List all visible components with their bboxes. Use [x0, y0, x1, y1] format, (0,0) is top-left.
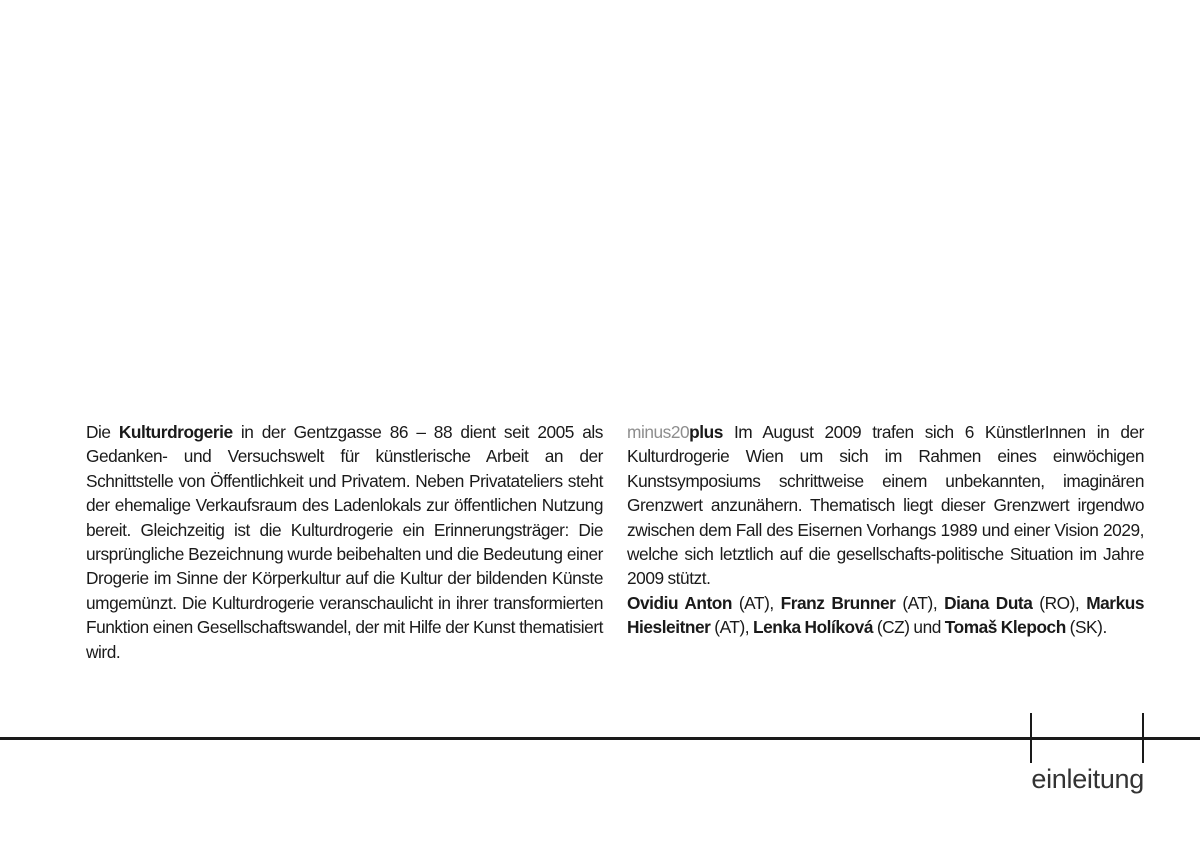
artist-country: (RO), [1032, 592, 1087, 613]
artist-country: (AT), [731, 592, 781, 613]
artist-name: Tomaš Klepoch [944, 617, 1066, 638]
artist-name: Franz Brunner [780, 592, 896, 613]
artist-country: (CZ) und [872, 617, 945, 638]
kulturdrogerie-paragraph [86, 420, 603, 664]
artist-name: Lenka Holíková [753, 617, 873, 638]
rule-tick-left [1030, 713, 1032, 763]
artist-name: Markus Hiesleitner [627, 592, 1144, 638]
text-run: in der Gentzgasse 86 – 88 dient seit 2005 als Gedanken- und Versuchswelt für künstlerische Arbeit an der Schnittstelle von Öffentlichkeit und Privatem. Neben Privatateliers steht der ehemalige Verkaufsraum des Ladenlokals zur öffentlichen Nutzung bereit. Gleichzeitig ist die Kulturdrogerie ein Erinnerungsträger: Die ursprüngliche Bezeichnung wurde beibehalten und die Bedeutung einer Drogerie im Sinne der Körperkultur auf die Kultur der bildenden Künste umgemünzt. Die Kulturdrogerie veranschaulicht in ihrer transformierten Funktion einen Gesellschaftswandel, der mit Hilfe der Kunst thematisiert wird. [86, 422, 603, 662]
artist-country: (AT), [710, 617, 753, 638]
brand-minus20: minus20 [627, 422, 690, 442]
brand-plus: plus [689, 422, 723, 442]
rule-tick-right [1142, 713, 1144, 763]
symposium-paragraph [627, 420, 1144, 591]
section-label: einleitung [1031, 764, 1144, 794]
artist-name: Diana Duta [944, 592, 1033, 613]
horizontal-rule [0, 737, 1200, 740]
artists-paragraph [627, 591, 1144, 640]
text-run: Im August 2009 trafen sich 6 KünstlerInnen in der Kulturdrogerie Wien um sich im Rahmen eines einwöchigen Kunstsymposiums schrittweise einem unbekannten, imaginären Grenzwert anzunähern. Thematisch liegt dieser Grenzwert irgendwo zwischen dem Fall des Eisernen Vorhangs 1989 und einer Vision 2029, welche sich letztlich auf die gesellschafts-politische Situation im Jahre 2009 stützt. [627, 422, 1144, 589]
intro-column-right [627, 420, 1144, 640]
artist-name: Ovidiu Anton [627, 592, 732, 613]
artist-country: (AT), [895, 592, 945, 613]
kulturdrogerie-name: Kulturdrogerie [118, 422, 233, 442]
intro-column-left [86, 420, 603, 664]
artist-country: (SK). [1065, 617, 1107, 638]
text-run: Die [86, 422, 119, 442]
